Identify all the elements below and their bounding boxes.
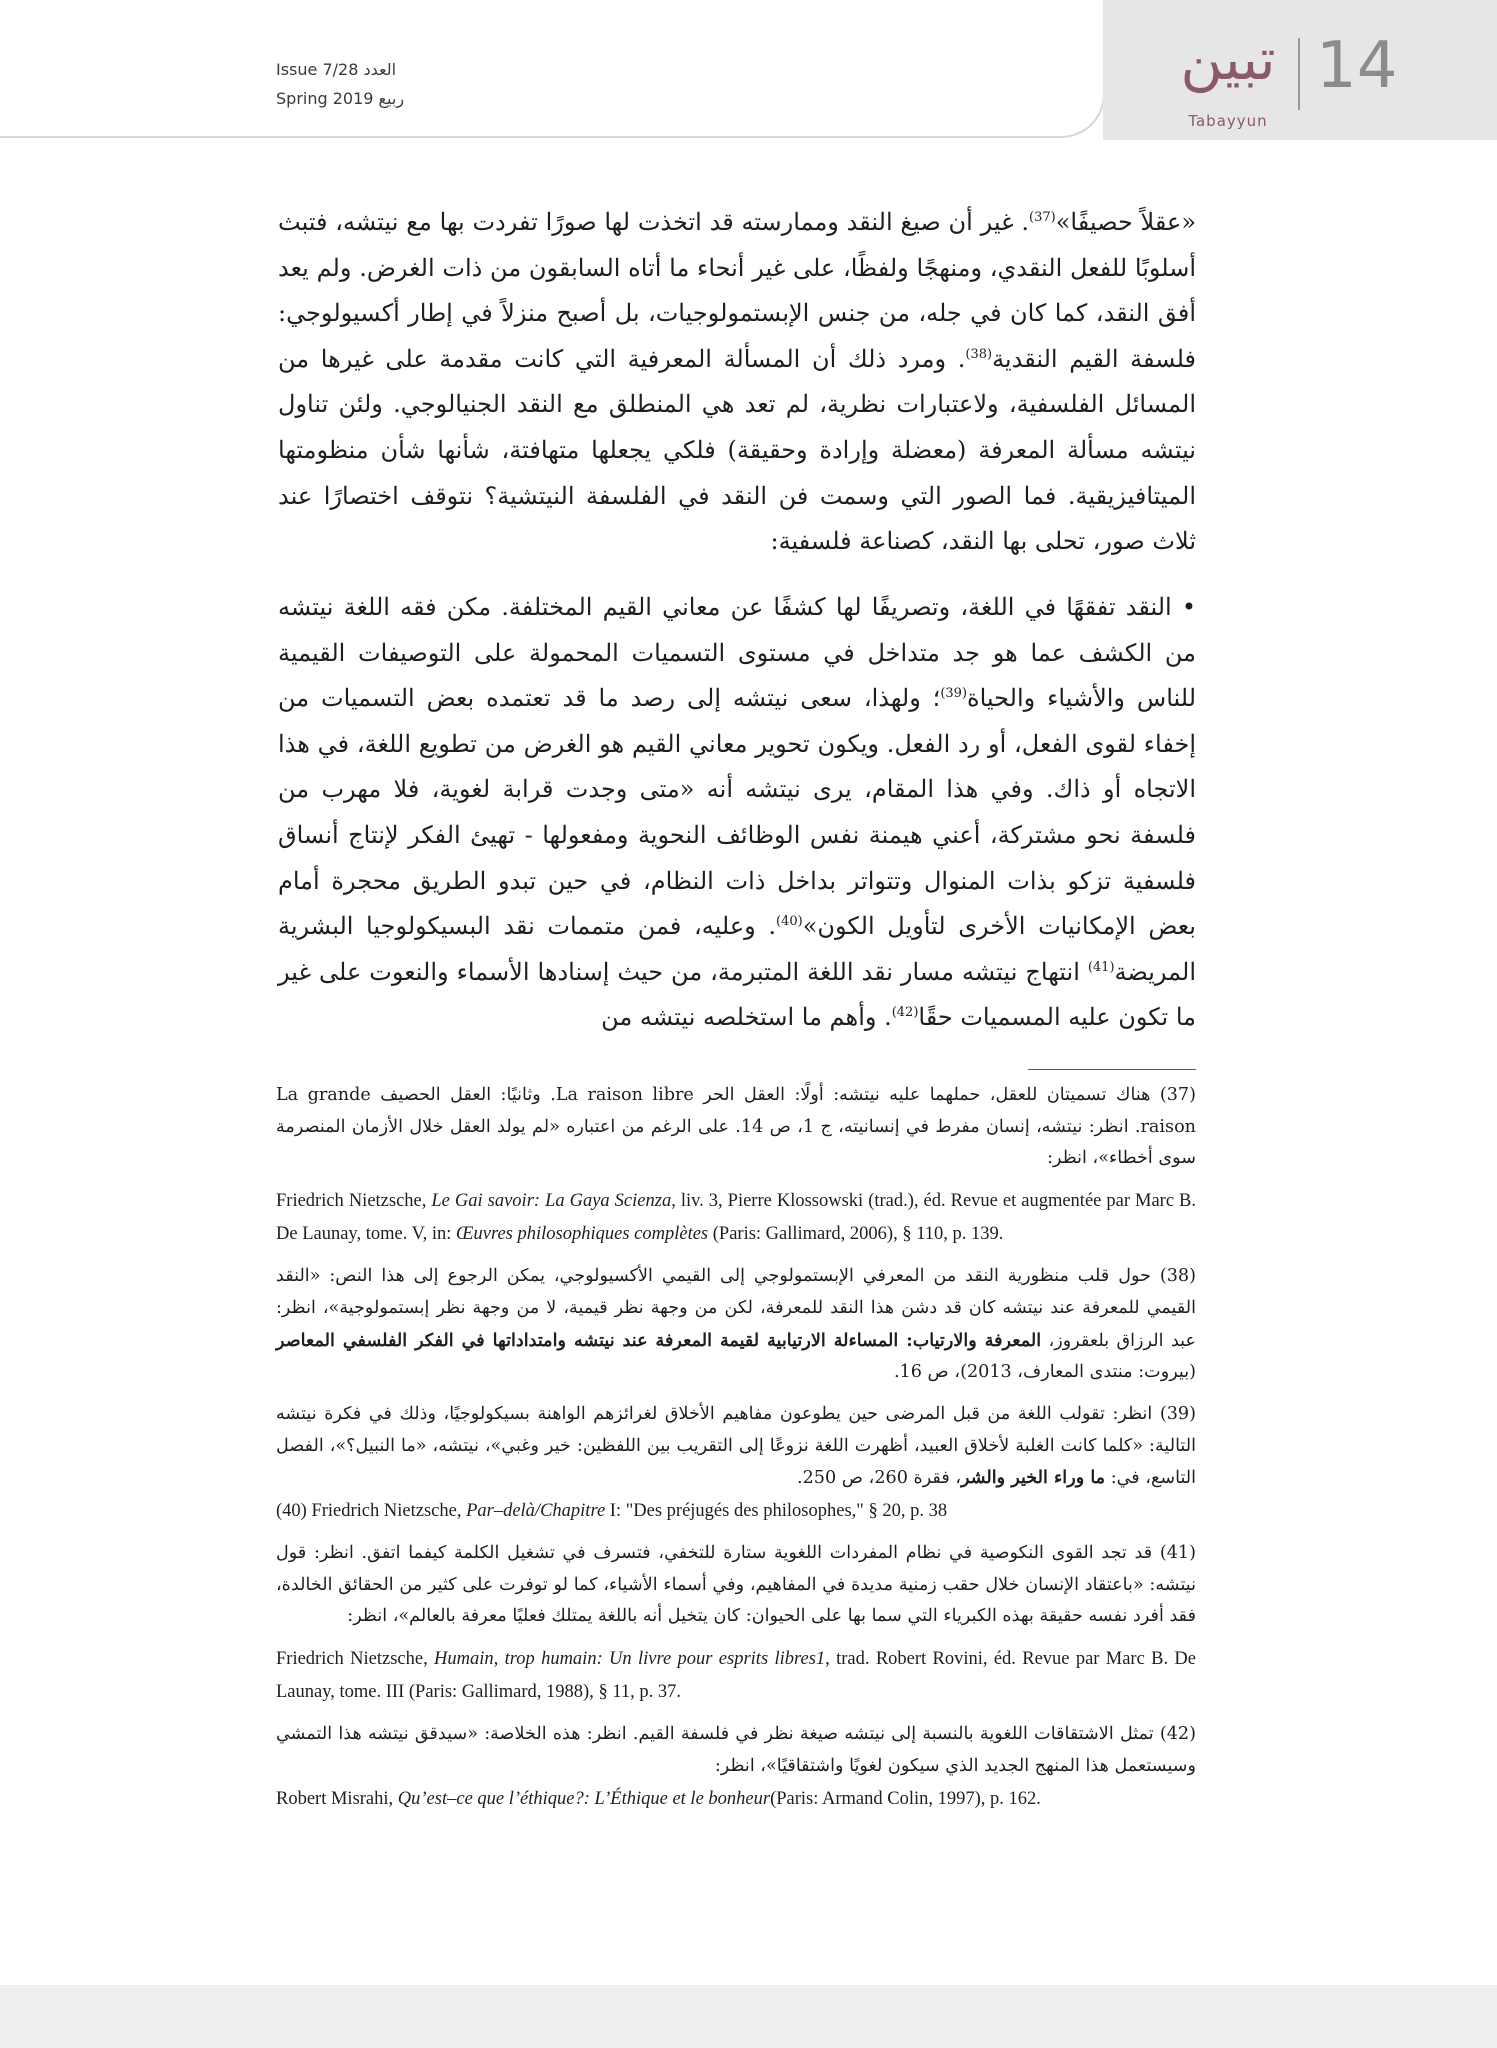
- body-paragraph-2: [278, 585, 1196, 1041]
- text-run: «عقلاً حصيفًا»: [1055, 208, 1197, 236]
- text-run: ؛ ولهذا، سعى نيتشه إلى رصد ما قد تعتمده بعض التسميات من إخفاء لقوى الفعل، أو رد الفعل. ويكون تحوير معاني القيم هو الغرض من تطويع اللغة، في هذا الاتجاه أو ذاك. وفي هذا المقام، يرى نيتشه أنه «متى وجدت قرابة لغوية، فلا مهرب من فلسفة نحو مشتركة، أعني هيمنة نفس الوظائف النحوية ومفعولها - تهيئ الفكر لإنتاج أنساق فلسفية تزكو بذات المنوال وتتواتر بداخل ذات النظام، في حين تبدو الطريق محجرة أمام بعض الإمكانيات الأخرى لتأويل الكون»: [278, 684, 1197, 941]
- footnote-separator: [1028, 1069, 1196, 1070]
- text-run: . وعليه، فمن متممات نقد البسيكولوجيا البشرية المريضة: [278, 912, 1196, 986]
- header-divider: [1298, 38, 1300, 110]
- footnote-41-citation: Friedrich Nietzsche, Humain, trop humain: Un livre pour esprits libres1, trad. Robert Rovini, éd. Revue par Marc B. De Launay, tome. III (Paris: Gallimard, 1988), § 11, p. 37.: [276, 1649, 1196, 1703]
- footnotes: [276, 1080, 1196, 1816]
- text-run: . وأهم ما استخلصه نيتشه من: [601, 1003, 892, 1032]
- text-run: • النقد تفقهًا في اللغة، وتصريفًا لها كشفًا عن معاني القيم المختلفة. مكن فقه اللغة نيتشه من الكشف عما هو جد متداخل في مستوى التسميات المحمولة على التوصيفات القيمية للناس والأشياء والحياة: [278, 593, 1197, 713]
- footnote-42: (42) تمثل الاشتقاقات اللغوية بالنسبة إلى نيتشه صيغة نظر في فلسفة القيم. انظر: هذه الخلاصة: «سيدقق نيتشه هذا التمشي وسيستعمل هذا المنهج الجديد الذي سيكون لغويًا واشتقاقيًا»، انظر:: [276, 1724, 1196, 1776]
- footnote-ref[interactable]: (37): [1029, 210, 1056, 225]
- footnote-42-citation: Robert Misrahi, Qu’est–ce que l’éthique?: L’Éthique et le bonheur(Paris: Armand Colin, 1997), p. 162.: [276, 1788, 1041, 1809]
- footnote-ref[interactable]: (40): [776, 914, 803, 930]
- footnote-ref[interactable]: (38): [965, 346, 993, 362]
- footnote-ref[interactable]: (41): [1087, 959, 1115, 975]
- footnote-39: (39) انظر: تقولب اللغة من قبل المرضى حين يطوعون مفاهيم الأخلاق لغرائزهم الواهنة بسيكولوجيًا، وذلك في فكرة نيتشه التالية: «كلما كانت الغلبة لأخلاق العبيد، أظهرت اللغة نزوعًا إلى التقريب بين اللفظين: خير وغبي»، نيتشه، «ما النبيل؟»، الفصل التاسع، في: ما وراء الخير والشر، فقرة 260، ص 250.: [276, 1403, 1196, 1489]
- footnote-37: (37) هناك تسميتان للعقل، حملهما عليه نيتشه: أولًا: العقل الحر La raison libre. وثانيًا: العقل الحصيف La grande raison. انظر: نيتشه، إنسان مفرط في إنسانيته، ج 1، ص 14. على الرغم من اعتباره «لم يولد العقل خلال الأزمان المنصرمة سوى أخطاء»، انظر:: [276, 1085, 1196, 1169]
- footnote-ref[interactable]: (39): [940, 686, 968, 702]
- text-run: انتهاج نيتشه مسار نقد اللغة المتبرمة، من حيث إسنادها الأسماء والنعوت على غير ما تكون عليه المسميات حقًا: [278, 957, 1196, 1032]
- text-run: . ومرد ذلك أن المسألة المعرفية التي كانت مقدمة على غيرها من المسائل الفلسفية، ولاعتبارات نظرية، لم تعد هي المنطلق مع النقد الجنيالوجي. ولئن تناول نيتشه مسألة المعرفة (معضلة وإرادة وحقيقة) فلكي يجعلها متهافتة، شأنها شأن منظومتها الميتافيزيقية. فما الصور التي وسمت فن النقد في الفلسفة النيتشية؟ نتوقف اختصارًا عند ثلاث صور، تحلى بها النقد، كصناعة فلسفية:: [278, 344, 1196, 556]
- journal-logo-latin: Tabayyun: [1188, 112, 1268, 130]
- header-panel: [0, 0, 1105, 138]
- footnote-37-citation: Friedrich Nietzsche, Le Gai savoir: La Gaya Scienza, liv. 3, Pierre Klossowski (trad.), éd. Revue et augmentée par Marc B. De Launay, tome. V, in: Œuvres philosophiques complètes (Paris: Gallimard, 2006), § 110, p. 139.: [276, 1191, 1197, 1245]
- footnote-ref[interactable]: (42): [891, 1005, 919, 1021]
- footnote-38: (38) حول قلب منظورية النقد من المعرفي الإبستمولوجي إلى القيمي الأكسيولوجي، يمكن الرجوع إلى هذا النص: «النقد القيمي للمعرفة عند نيتشه كان قد دشن هذا النقد للمعرفة، لكن من وجهة نظر قيمية، لا من وجهة نظر إبستمولوجية»، انظر: عبد الرزاق بلعقروز، المعرفة والارتياب: المساءلة الارتيابية لقيمة المعرفة عند نيتشه وامتداداتها في الفكر الفلسفي المعاصر (بيروت: منتدى المعارف، 2013)، ص 16.: [276, 1266, 1196, 1383]
- season-label: Spring 2019 ربيع: [276, 89, 405, 108]
- page-number: 14: [1316, 29, 1398, 103]
- page-footer-band: [0, 1985, 1497, 2048]
- text-run: . غير أن صيغ النقد وممارسته قد اتخذت لها صورًا تفردت بها مع نيتشه، فتبث أسلوبًا للفعل النقدي، ومنهجًا ولفظًا، على غير أنحاء ما أتاه السابقون من ذات الغرض. ولم يعد أفق النقد، كما كان في جله، من جنس الإبستمولوجيات، بل أصبح منزلاً في إطار أكسيولوجي: فلسفة القيم النقدية: [278, 208, 1196, 373]
- body-paragraph-1: [278, 200, 1196, 565]
- footnote-40: (40) Friedrich Nietzsche, Par–delà/Chapitre I: "Des préjugés des philosophes," § 20, p. 38: [276, 1501, 948, 1522]
- footnote-41: (41) قد تجد القوى النكوصية في نظام المفردات اللغوية ستارة للتخفي، فتسرف في تشغيل الكلمة كيفما اتفق. انظر: قول نيتشه: «باعتقاد الإنسان خلال حقب زمنية مديدة في المفاهيم، وفي أسماء الأشياء، كما لو توفرت على كثير من الحقائق الخالدة، فقد أفرد نفسه حقيقة بهذه الكبرياء التي سما بها على الحيوان: كان يتخيل أنه باللغة يمتلك فعليًا معرفة بالعالم»، انظر:: [276, 1543, 1196, 1627]
- issue-label: Issue 7/28 العدد: [276, 60, 397, 79]
- journal-logo: تبين: [1180, 25, 1276, 93]
